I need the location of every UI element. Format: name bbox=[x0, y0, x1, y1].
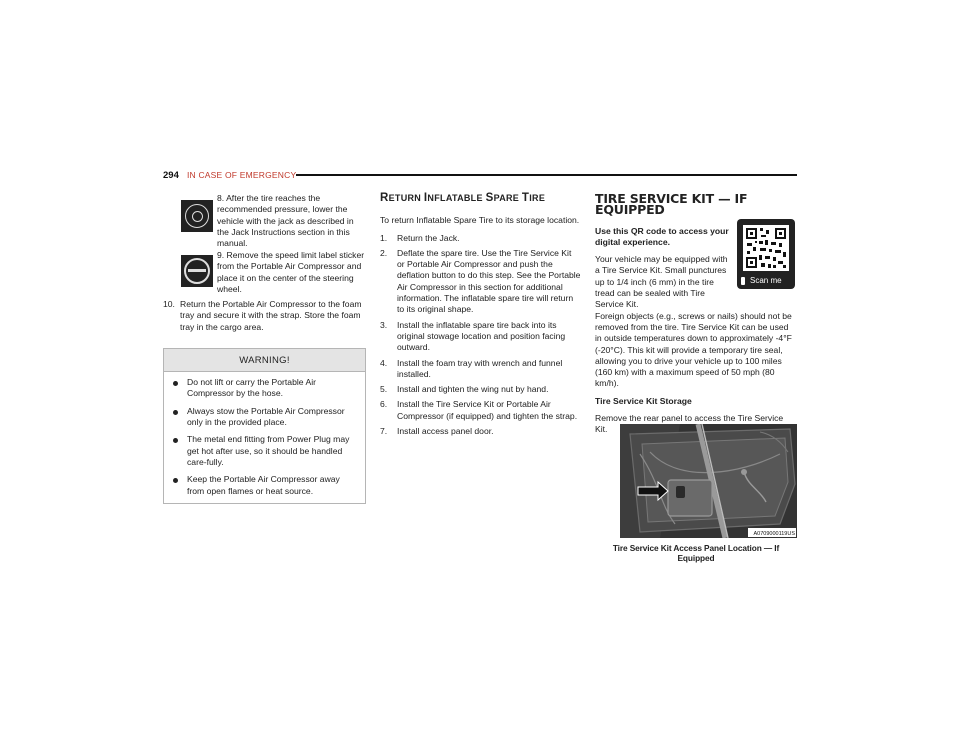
warning-item bbox=[173, 406, 359, 429]
list-item: 4. Install the foam tray with wrench and funnel installed. bbox=[380, 357, 563, 379]
intro-text: To return Inflatable Spare Tire to its storage location. bbox=[380, 215, 580, 226]
warning-item-text: Do not lift or carry the Portable Air Compressor by the hose. bbox=[187, 377, 316, 399]
step-10 bbox=[163, 299, 366, 333]
left-column bbox=[163, 193, 366, 504]
bullet-icon bbox=[173, 478, 178, 483]
qr-code[interactable] bbox=[737, 219, 795, 289]
warning-item bbox=[173, 434, 359, 468]
storage-text: Remove the rear panel to access the Tire Service Kit. bbox=[595, 413, 784, 435]
bullet-icon bbox=[173, 410, 178, 415]
list-item: 2. Deflate the spare tire. Use the Tire Service Kit or Portable Air Compressor and push the deflation button to do this step. See the Portable Air Compressor in this section for additional information. The inflatable spare tire will return to its original shape. bbox=[380, 247, 581, 315]
qr-instruction: Use this QR code to access your digital experience. bbox=[595, 225, 729, 247]
header-rule bbox=[296, 174, 797, 176]
body-text-narrow: Your vehicle may be equipped with a Tire Service Kit. Small punctures up to 1/4 inch (6 mm) in the tire tread can be sealed with Tire Service Kit. bbox=[595, 254, 728, 310]
step-10-text: Return the Portable Air Compressor to the foam tray and secure it with the strap. Store the foam tray in the cargo area. bbox=[180, 299, 362, 332]
page-number: 294 bbox=[163, 170, 179, 181]
warning-title: WARNING! bbox=[164, 349, 365, 372]
warning-item-text: The metal end fitting from Power Plug may get hot after use, so it should be handled care-fully. bbox=[187, 434, 350, 467]
section-title: IN CASE OF EMERGENCY bbox=[187, 170, 297, 180]
page-header bbox=[163, 170, 797, 190]
storage-heading: Tire Service Kit Storage bbox=[595, 395, 692, 406]
body-text-full: Foreign objects (e.g., screws or nails) should not be removed from the tire. Tire Service Kit can be used in outside temperatures down to approximately -4°F (-20°C). This kit will provide a temporary tire seal, allowing you to drive your vehicle up to 100 miles (160 km) with a maximum speed of 50 mph (80 km/h). bbox=[595, 310, 792, 389]
warning-box bbox=[163, 348, 366, 504]
right-column bbox=[595, 193, 797, 442]
tire-service-kit-photo bbox=[620, 424, 797, 538]
step-10-number: 10. bbox=[163, 299, 175, 309]
pressure-gauge-icon bbox=[181, 200, 213, 232]
steering-wheel-icon bbox=[181, 255, 213, 287]
list-item: 6. Install the Tire Service Kit or Portable Air Compressor (if equipped) and tighten the strap. bbox=[380, 399, 578, 421]
warning-item bbox=[173, 474, 359, 497]
warning-item-text: Always stow the Portable Air Compressor only in the provided place. bbox=[187, 405, 345, 428]
list-item: 5. Install and tighten the wing nut by hand. bbox=[380, 384, 549, 395]
step-9-text: 9. Remove the speed limit label sticker from the Portable Air Compressor and place it on the center of the steering wheel. bbox=[217, 250, 365, 294]
qr-code-image[interactable] bbox=[743, 225, 789, 271]
list-item: 7. Install access panel door. bbox=[380, 426, 494, 437]
step-8-text: 8. After the tire reaches the recommended pressure, lower the vehicle with the jack as described in the Jack Instructions section in this manual. bbox=[217, 193, 354, 249]
warning-list bbox=[164, 372, 365, 503]
phone-icon bbox=[741, 277, 745, 285]
bullet-icon bbox=[173, 438, 178, 443]
warning-item-text: Keep the Portable Air Compressor away from open flames or heat source. bbox=[187, 474, 340, 496]
middle-column bbox=[380, 193, 581, 441]
section-heading-return-spare: RETURN INFLATABLE SPARE TIRE bbox=[380, 192, 546, 204]
figure-caption: Tire Service Kit Access Panel Location — If Equipped bbox=[612, 543, 780, 563]
list-item: 1. Return the Jack. bbox=[380, 232, 460, 243]
bullet-icon bbox=[173, 381, 178, 386]
scan-me-label: Scan me bbox=[737, 273, 795, 289]
list-item: 3. Install the inflatable spare tire back into its original stowage location and position facing outward. bbox=[380, 319, 566, 353]
warning-item bbox=[173, 377, 359, 400]
step-9-row bbox=[163, 250, 366, 299]
section-heading-tire-service-kit: TIRE SERVICE KIT — IF EQUIPPED bbox=[595, 191, 748, 218]
step-8-row bbox=[163, 193, 366, 250]
figure-code: A0709000119US bbox=[753, 531, 795, 537]
